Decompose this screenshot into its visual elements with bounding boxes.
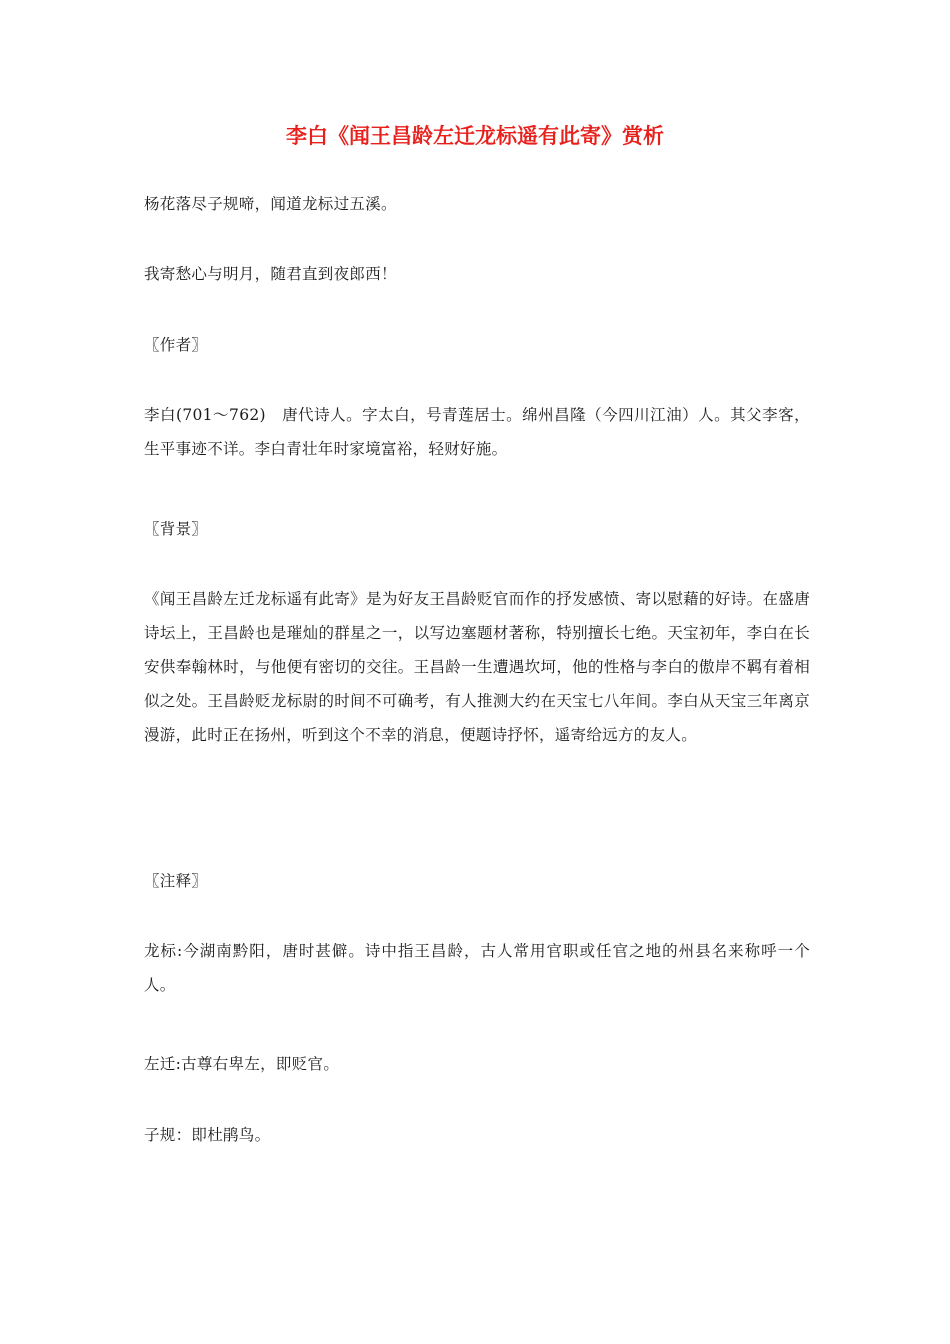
note-longbiao: 龙标:今湖南黔阳，唐时甚僻。诗中指王昌龄，古人常用官职或任官之地的州县名来称呼一个人。 xyxy=(144,942,810,994)
poem-line-1: 杨花落尽子规啼，闻道龙标过五溪。 xyxy=(144,195,397,213)
section-heading-background: 〖背景〗 xyxy=(144,520,208,538)
author-paragraph: 李白(701～762) 唐代诗人。字太白，号青莲居士。绵州昌隆（今四川江油）人。其父李客，生平事迹不详。李白青壮年时家境富裕，轻财好施。 xyxy=(144,406,810,458)
background-paragraph: 《闻王昌龄左迁龙标遥有此寄》是为好友王昌龄贬官而作的抒发感愤、寄以慰藉的好诗。在盛唐诗坛上，王昌龄也是璀灿的群星之一，以写边塞题材著称，特别擅长七绝。天宝初年，李白在长安供奉翰林时，与他便有密切的交往。王昌龄一生遭遇坎坷，他的性格与李白的傲岸不羁有着相似之处。王昌龄贬龙标尉的时间不可确考，有人推测大约在天宝七八年间。李白从天宝三年离京漫游，此时正在扬州，听到这个不幸的消息，便题诗抒怀，遥寄给远方的友人。 xyxy=(144,590,810,744)
document-title: 李白《闻王昌龄左迁龙标遥有此寄》赏析 xyxy=(286,123,664,148)
note-zigui: 子规：即杜鹃鸟。 xyxy=(144,1126,271,1144)
section-heading-author: 〖作者〗 xyxy=(144,336,208,354)
poem-line-2: 我寄愁心与明月，随君直到夜郎西！ xyxy=(144,265,397,283)
note-zuoqian: 左迁:古尊右卑左，即贬官。 xyxy=(144,1055,340,1073)
section-heading-notes: 〖注释〗 xyxy=(144,872,208,890)
